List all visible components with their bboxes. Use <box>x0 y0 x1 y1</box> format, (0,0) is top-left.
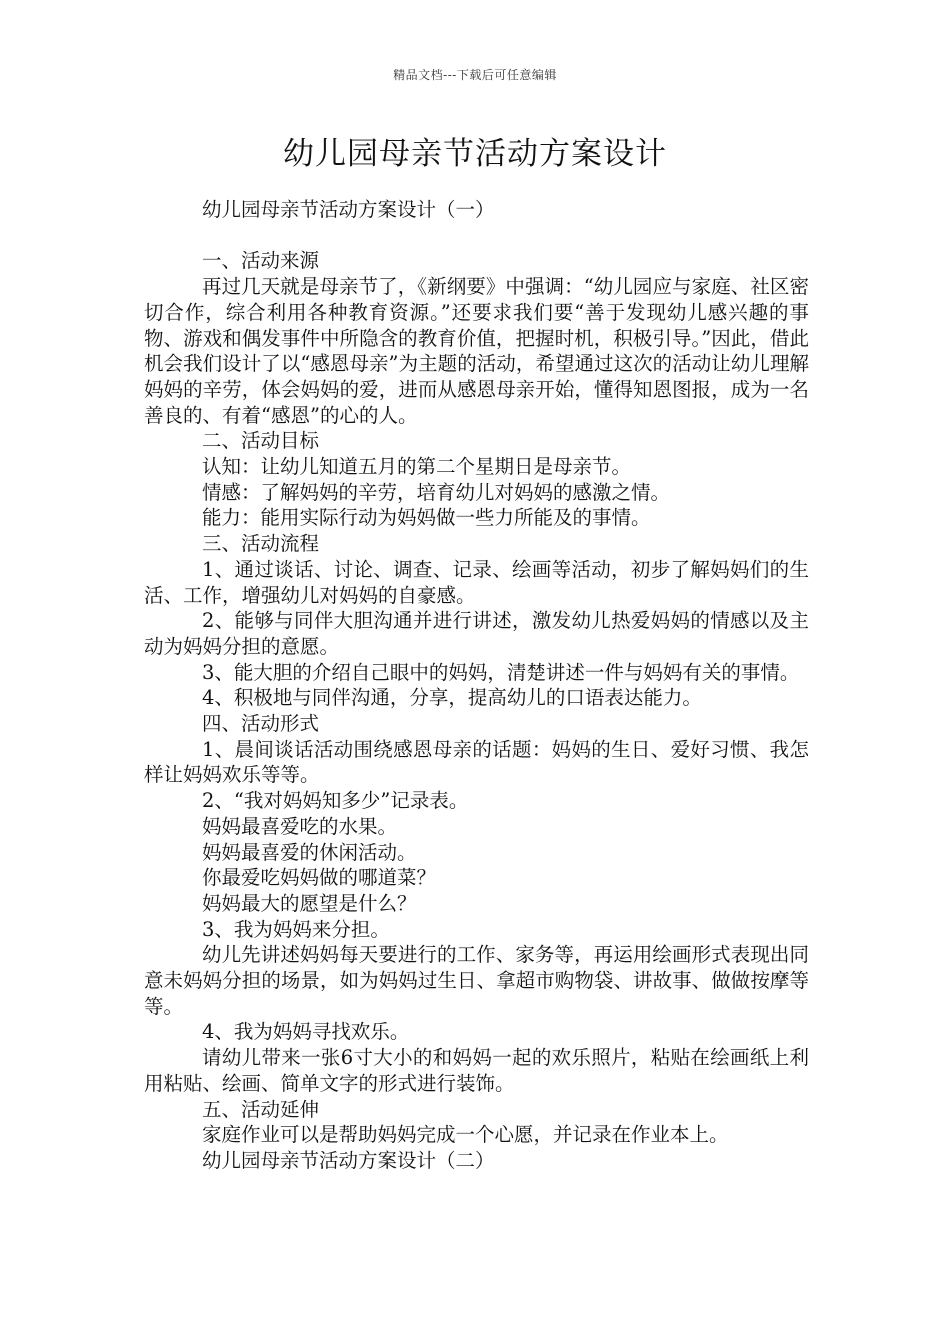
document-body <box>144 197 809 1174</box>
paragraph-activity-source: 再过几天就是母亲节了，《新纲要》中强调：“幼儿园应与家庭、社区密切合作，综合利用各种教育资源。”还要求我们要“善于发现幼儿感兴趣的事物、游戏和偶发事件中所隐含的教育价值，把握时机，积极引导。”因此，借此机会我们设计了以“感恩母亲”为主题的活动，希望通过这次的活动让幼儿理解妈妈的辛劳，体会妈妈的爱，进而从感恩母亲开始，懂得知恩图报，成为一名善良的、有着“感恩”的心的人。 <box>144 275 809 427</box>
blank-line <box>144 223 809 249</box>
form-item-3: 3、我为妈妈来分担。 <box>202 917 390 941</box>
goal-emotion: 情感：了解妈妈的辛劳，培育幼儿对妈妈的感激之情。 <box>202 480 671 504</box>
process-item-2: 2、能够与同伴大胆沟通并进行讲述，激发幼儿热爱妈妈的情感以及主动为妈妈分担的意愿。 <box>144 609 809 658</box>
goal-ability: 能力：能用实际行动为妈妈做一些力所能及的事情。 <box>202 506 651 530</box>
document-title: 幼儿园母亲节活动方案设计 <box>283 136 667 172</box>
heading-activity-form: 四、活动形式 <box>202 712 320 736</box>
paragraph-activity-extension: 家庭作业可以是帮助妈妈完成一个心愿，并记录在作业本上。 <box>202 1123 729 1147</box>
form-item-3-detail: 幼儿先讲述妈妈每天要进行的工作、家务等，再运用绘画形式表现出同意未妈妈分担的场景，如为妈妈过生日、拿超市购物袋、讲故事、做做按摩等等。 <box>144 943 809 1018</box>
record-question-leisure: 妈妈最喜爱的休闲活动。 <box>202 840 417 864</box>
section-heading-plan-one: 幼儿园母亲节活动方案设计（一） <box>202 198 495 221</box>
process-item-3: 3、能大胆的介绍自己眼中的妈妈，清楚讲述一件与妈妈有关的事情。 <box>202 660 800 684</box>
goal-cognition: 认知：让幼儿知道五月的第二个星期日是母亲节。 <box>202 455 632 479</box>
form-item-4-detail: 请幼儿带来一张6寸大小的和妈妈一起的欢乐照片，粘贴在绘画纸上利用粘贴、绘画、简单文字的形式进行装饰。 <box>144 1046 809 1095</box>
record-question-fruit: 妈妈最喜爱吃的水果。 <box>202 814 398 838</box>
process-item-1: 1、通过谈话、讨论、调查、记录、绘画等活动，初步了解妈妈们的生活、工作，增强幼儿对妈妈的自豪感。 <box>144 557 809 607</box>
heading-activity-goals: 二、活动目标 <box>202 429 320 453</box>
page-header-note: 精品文档---下载后可任意编辑 <box>393 68 557 82</box>
form-item-4: 4、我为妈妈寻找欢乐。 <box>202 1020 410 1044</box>
record-question-wish: 妈妈最大的愿望是什么？ <box>202 891 417 915</box>
form-item-2: 2、“我对妈妈知多少”记录表。 <box>202 789 469 813</box>
process-item-4: 4、积极地与同伴沟通，分享，提高幼儿的口语表达能力。 <box>202 686 702 710</box>
form-item-1: 1、晨间谈话活动围绕感恩母亲的话题：妈妈的生日、爱好习惯、我怎样让妈妈欢乐等等。 <box>144 737 809 787</box>
record-question-dish: 你最爱吃妈妈做的哪道菜？ <box>202 866 437 890</box>
heading-activity-source: 一、活动来源 <box>202 249 320 273</box>
section-heading-plan-two: 幼儿园母亲节活动方案设计（二） <box>202 1149 495 1172</box>
heading-activity-process: 三、活动流程 <box>202 532 320 556</box>
heading-activity-extension: 五、活动延伸 <box>202 1097 320 1121</box>
